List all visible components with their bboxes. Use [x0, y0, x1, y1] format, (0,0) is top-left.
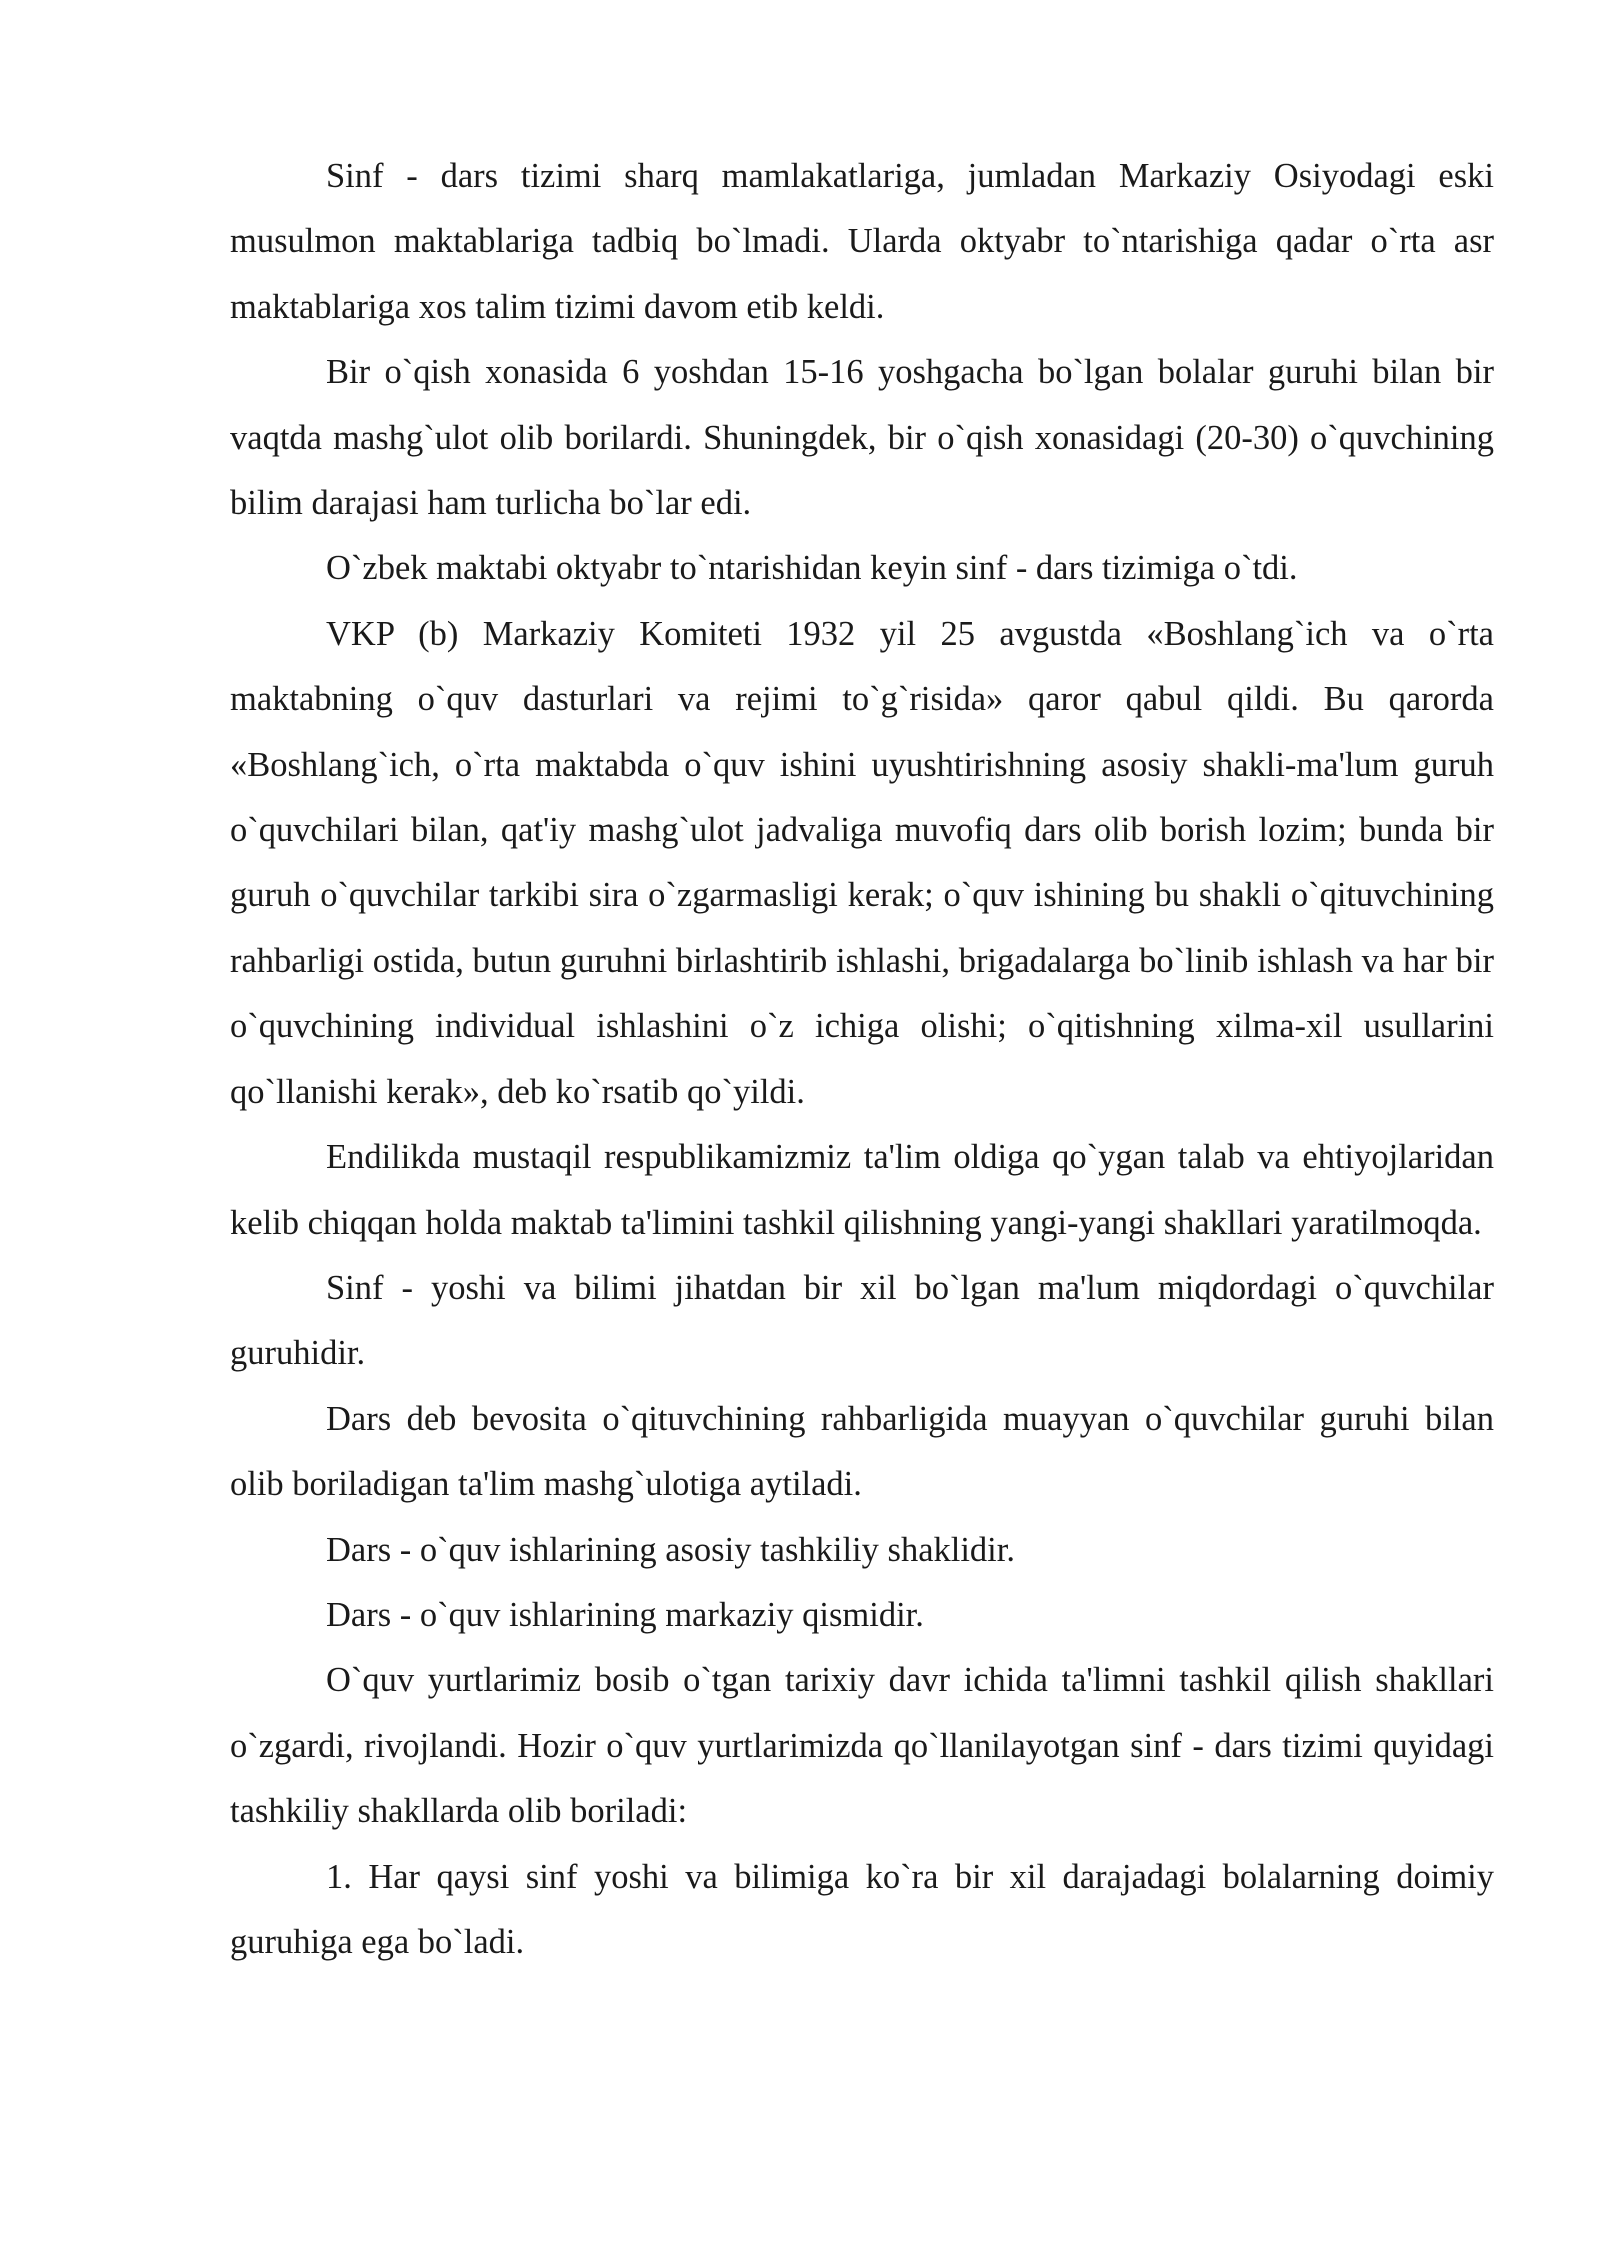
paragraph-sinf-dars-tizimi-sharqda: Sinf - dars tizimi sharq mamlakatlariga, jumladan Markaziy Osiyodagi eski musulmon maktablariga tadbiq bo`lmadi. Ularda oktyabr to`ntarishiga qadar o`rta asr maktablariga xos talim tizimi davom etib keldi. [230, 157, 1494, 326]
paragraph-endilikda: Endilikda mustaqil respublikamizmiz ta'lim oldiga qo`ygan talab va ehtiyojlaridan kelib chiqqan holda maktab ta'limini tashkil qilishning yangi-yangi shakllari yaratilmoqda. [230, 1138, 1494, 1242]
document-body [230, 144, 1494, 1975]
paragraph-sinf-tarifi: Sinf - yoshi va bilimi jihatdan bir xil bo`lgan ma'lum miqdordagi o`quvchilar guruhidir. [230, 1268, 1494, 1373]
paragraph-bir-oqish-xonasida: Bir o`qish xonasida 6 yoshdan 15-16 yoshgacha bo`lgan bolalar guruhi bilan bir vaqtda mashg`ulot olib borilardi. Shuningdek, bir o`qish xonasidagi (20-30) o`quvchining bilim darajasi ham turlicha bo`lar edi. [230, 353, 1494, 523]
paragraph-oquv-yurtlarimiz: O`quv yurtlarimiz bosib o`tgan tarixiy davr ichida ta'limni tashkil qilish shakllari o`zgardi, rivojlandi. Hozir o`quv yurtlarimizda qo`llanilayotgan sinf - dars tizimi quyidagi tashkiliy shakllarda olib boriladi: [230, 1661, 1494, 1831]
paragraph-dars-asosiy-shakli: Dars - o`quv ishlarining asosiy tashkiliy shaklidir. [326, 1530, 1015, 1569]
paragraph-ozbek-maktabi: O`zbek maktabi oktyabr to`ntarishidan keyin sinf - dars tizimiga o`tdi. [326, 549, 1298, 588]
paragraph-list-item-1: 1. Har qaysi sinf yoshi va bilimiga ko`ra bir xil darajadagi bolalarning doimiy guruhiga ega bo`ladi. [230, 1857, 1494, 1961]
paragraph-vkp-qarori: VKP (b) Markaziy Komiteti 1932 yil 25 avgustda «Boshlang`ich va o`rta maktabning o`quv dasturlari va rejimi to`g`risida» qaror qabul qildi. Bu qarorda «Boshlang`ich, o`rta maktabda o`quv ishini uyushtirishning asosiy shakli-ma'lum guruh o`quvchilari bilan, qat'iy mashg`ulot jadvaliga muvofiq dars olib borish lozim; bunda bir guruh o`quvchilar tarkibi sira o`zgarmasligi kerak; o`quv ishining bu shakli o`qituvchining rahbarligi ostida, butun guruhni birlashtirib ishlashi, brigadalarga bo`linib ishlash va har bir o`quvchining individual ishlashini o`z ichiga olishi; o`qitishning xilma-xil usullarini qo`llanishi kerak», deb ko`rsatib qo`yildi. [230, 614, 1494, 1111]
paragraph-dars-tarifi: Dars deb bevosita o`qituvchining rahbarligida muayyan o`quvchilar guruhi bilan olib boriladigan ta'lim mashg`ulotiga aytiladi. [230, 1399, 1494, 1504]
paragraph-dars-markaziy-qismi: Dars - o`quv ishlarining markaziy qismidir. [326, 1595, 924, 1634]
